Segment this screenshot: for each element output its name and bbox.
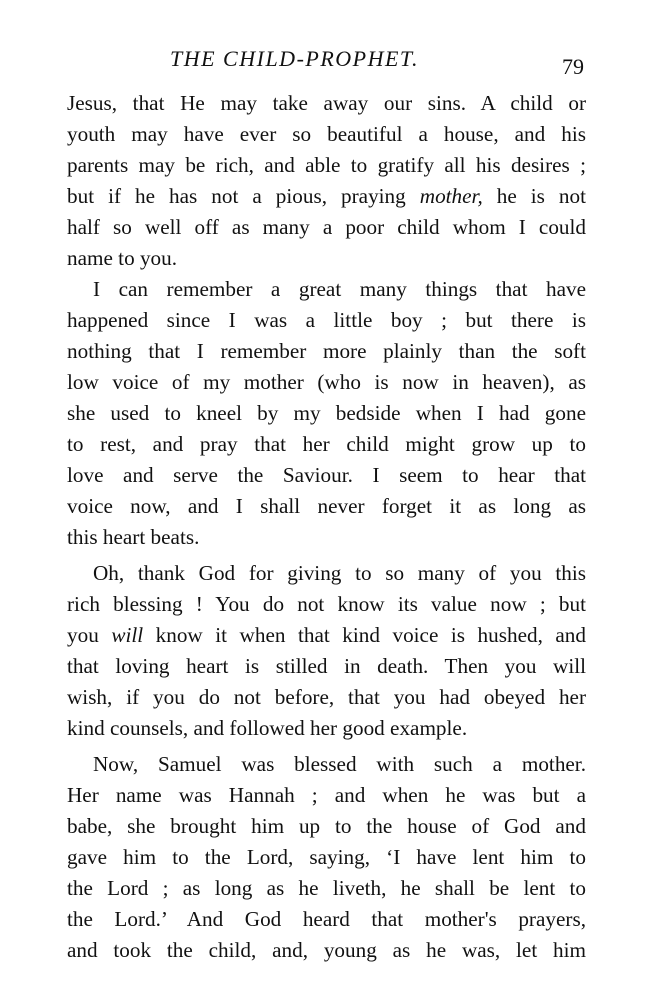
text-line: Oh, thank God for giving to so many of you this <box>93 561 586 585</box>
text-line: Her name was Hannah ; and when he was but a <box>67 783 586 807</box>
text-line: I can remember a great many things that have <box>93 277 586 301</box>
text-line: Now, Samuel was blessed with such a mother. <box>93 752 586 776</box>
text-line: gave him to the Lord, saying, ‘I have lent him to <box>67 845 586 869</box>
text-line: this heart beats. <box>67 525 200 549</box>
body-text <box>67 88 586 966</box>
text-line: low voice of my mother (who is now in heaven), as <box>67 370 586 394</box>
text-run: but if he has not a pious, praying <box>67 184 406 208</box>
text-line: parents may be rich, and able to gratify all his desires ; <box>67 153 586 177</box>
text-line: babe, she brought him up to the house of God and <box>67 814 586 838</box>
text-line: Jesus, that He may take away our sins. A child or <box>67 91 586 115</box>
text-line: youth may have ever so beautiful a house, and his <box>67 122 586 146</box>
paragraph-3 <box>67 558 586 744</box>
running-title: THE CHILD-PROPHET. <box>170 46 420 71</box>
text-line: kind counsels, and followed her good example. <box>67 716 468 740</box>
text-line: she used to kneel by my bedside when I had gone <box>67 401 586 425</box>
italic-word: will <box>111 623 144 647</box>
page-number: 79 <box>562 54 584 79</box>
text-line: nothing that I remember more plainly than the soft <box>67 339 586 363</box>
running-head <box>0 44 667 79</box>
text-line: to rest, and pray that her child might grow up to <box>67 432 586 456</box>
text-line: half so well off as many a poor child whom I could <box>67 215 586 239</box>
text-line: rich blessing ! You do not know its value now ; but <box>67 592 586 616</box>
paragraph-2 <box>67 274 586 553</box>
text-line: that loving heart is stilled in death. Then you will <box>67 654 586 678</box>
text-line: the Lord ; as long as he liveth, he shall be lent to <box>67 876 586 900</box>
text-run: he is not <box>496 184 586 208</box>
paragraph-1 <box>67 88 586 274</box>
text-run: you <box>67 623 99 647</box>
text-line: and took the child, and, young as he was, let him <box>67 938 586 962</box>
text-line <box>67 181 586 212</box>
text-line <box>67 620 586 651</box>
paragraph-4 <box>67 749 586 966</box>
text-line: wish, if you do not before, that you had obeyed her <box>67 685 586 709</box>
text-line: love and serve the Saviour. I seem to hear that <box>67 463 586 487</box>
text-run: know it when that kind voice is hushed, and <box>155 623 586 647</box>
text-line: voice now, and I shall never forget it as long as <box>67 494 586 518</box>
text-line: happened since I was a little boy ; but there is <box>67 308 586 332</box>
text-line: the Lord.’ And God heard that mother's prayers, <box>67 907 586 931</box>
italic-word: mother, <box>419 184 483 208</box>
text-line: name to you. <box>67 246 178 270</box>
